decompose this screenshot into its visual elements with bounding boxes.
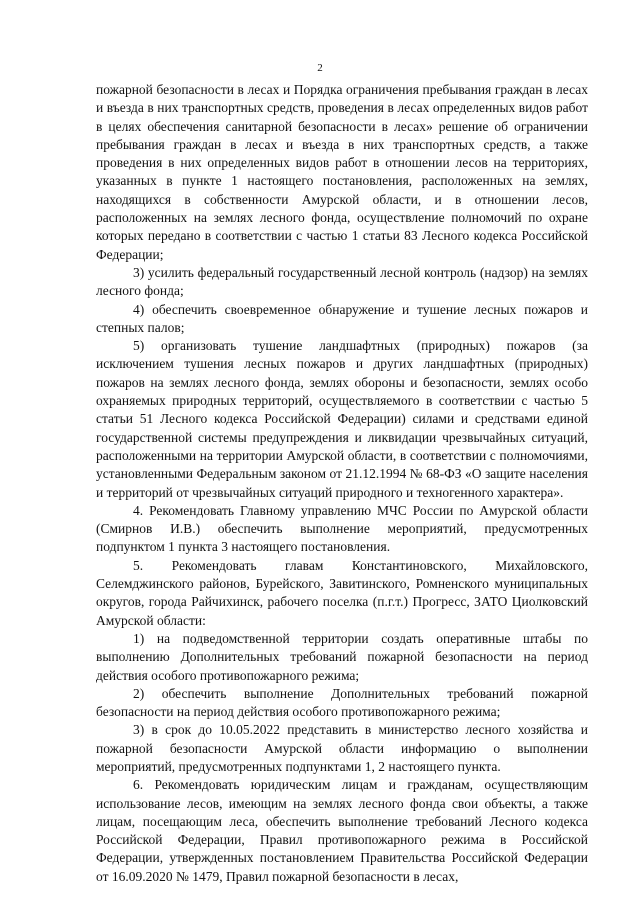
- paragraph-item-5: 5) организовать тушение ландшафтных (природных) пожаров (за исключением тушения лесных пожаров и других ландшафтных (природных) пожаров на землях лесного фонда, землях обороны и безопасности, землях особо охраняемых природных территорий, осуществляемого в соответствии с частью 5 статьи 51 Лесного кодекса Российской Федерации) силами и средствами единой государственной системы предупреждения и ликвидации чрезвычайных ситуаций, расположенными на территории Амурской области, в соответствии с полномочиями, установленными Федеральным законом от 21.12.1994 № 68-ФЗ «О защите населения и территорий от чрезвычайных ситуаций природного и техногенного характера».: [96, 338, 588, 500]
- paragraph-clause-5: 5. Рекомендовать главам Константиновского, Михайловского, Селемджинского районов, Бурейского, Завитинского, Ромненского муниципальных округов, города Райчихинск, рабочего поселка (п.г.т.) Прогресс, ЗАТО Циолковский Амурской области:: [96, 557, 588, 628]
- page-number: 2: [317, 62, 323, 74]
- paragraph-continuation: пожарной безопасности в лесах и Порядка ограничения пребывания граждан в лесах и въезда в них транспортных средств, проведения в лесах определенных видов работ в целях обеспечения санитарной безопасности в лесах» решение об ограничении пребывания граждан в лесах и въезда в них транспортных средств, а также проведения в них определенных видов работ в отношении лесов на территориях, указанных в пункте 1 настоящего постановления, расположенных на землях, находящихся в собственности Амурской области, и в отношении лесов, расположенных на землях лесного фонда, осуществление полномочий по охране которых передано в соответствии с частью 1 статьи 83 Лесного кодекса Российской Федерации;: [96, 82, 588, 262]
- paragraph-clause-5-item-2: 2) обеспечить выполнение Дополнительных требований пожарной безопасности на период действия особого противопожарного режима;: [96, 685, 588, 720]
- paragraph-clause-6: 6. Рекомендовать юридическим лицам и гражданам, осуществляющим использование лесов, имеющим на землях лесного фонда свои объекты, а также лицам, посещающим леса, обеспечить выполнение требований Лесного кодекса Российской Федерации, Правил противопожарного режима в Российской Федерации, утвержденных постановлением Правительства Российской Федерации от 16.09.2020 № 1479, Правил пожарной безопасности в лесах,: [96, 777, 588, 884]
- paragraph-item-3: 3) усилить федеральный государственный лесной контроль (надзор) на землях лесного фонда;: [96, 264, 588, 299]
- document-body: [96, 81, 588, 886]
- paragraph-clause-4: 4. Рекомендовать Главному управлению МЧС России по Амурской области (Смирнов И.В.) обеспечить выполнение мероприятий, предусмотренных подпунктом 1 пункта 3 настоящего постановления.: [96, 502, 588, 555]
- paragraph-clause-5-item-3: 3) в срок до 10.05.2022 представить в министерство лесного хозяйства и пожарной безопасности Амурской области информацию о выполнении мероприятий, предусмотренных подпунктами 1, 2 настоящего пункта.: [96, 722, 588, 774]
- paragraph-item-4: 4) обеспечить своевременное обнаружение и тушение лесных пожаров и степных палов;: [96, 301, 588, 335]
- paragraph-clause-5-item-1: 1) на подведомственной территории создать оперативные штабы по выполнению Дополнительных требований пожарной безопасности на период действия особого противопожарного режима;: [96, 630, 588, 683]
